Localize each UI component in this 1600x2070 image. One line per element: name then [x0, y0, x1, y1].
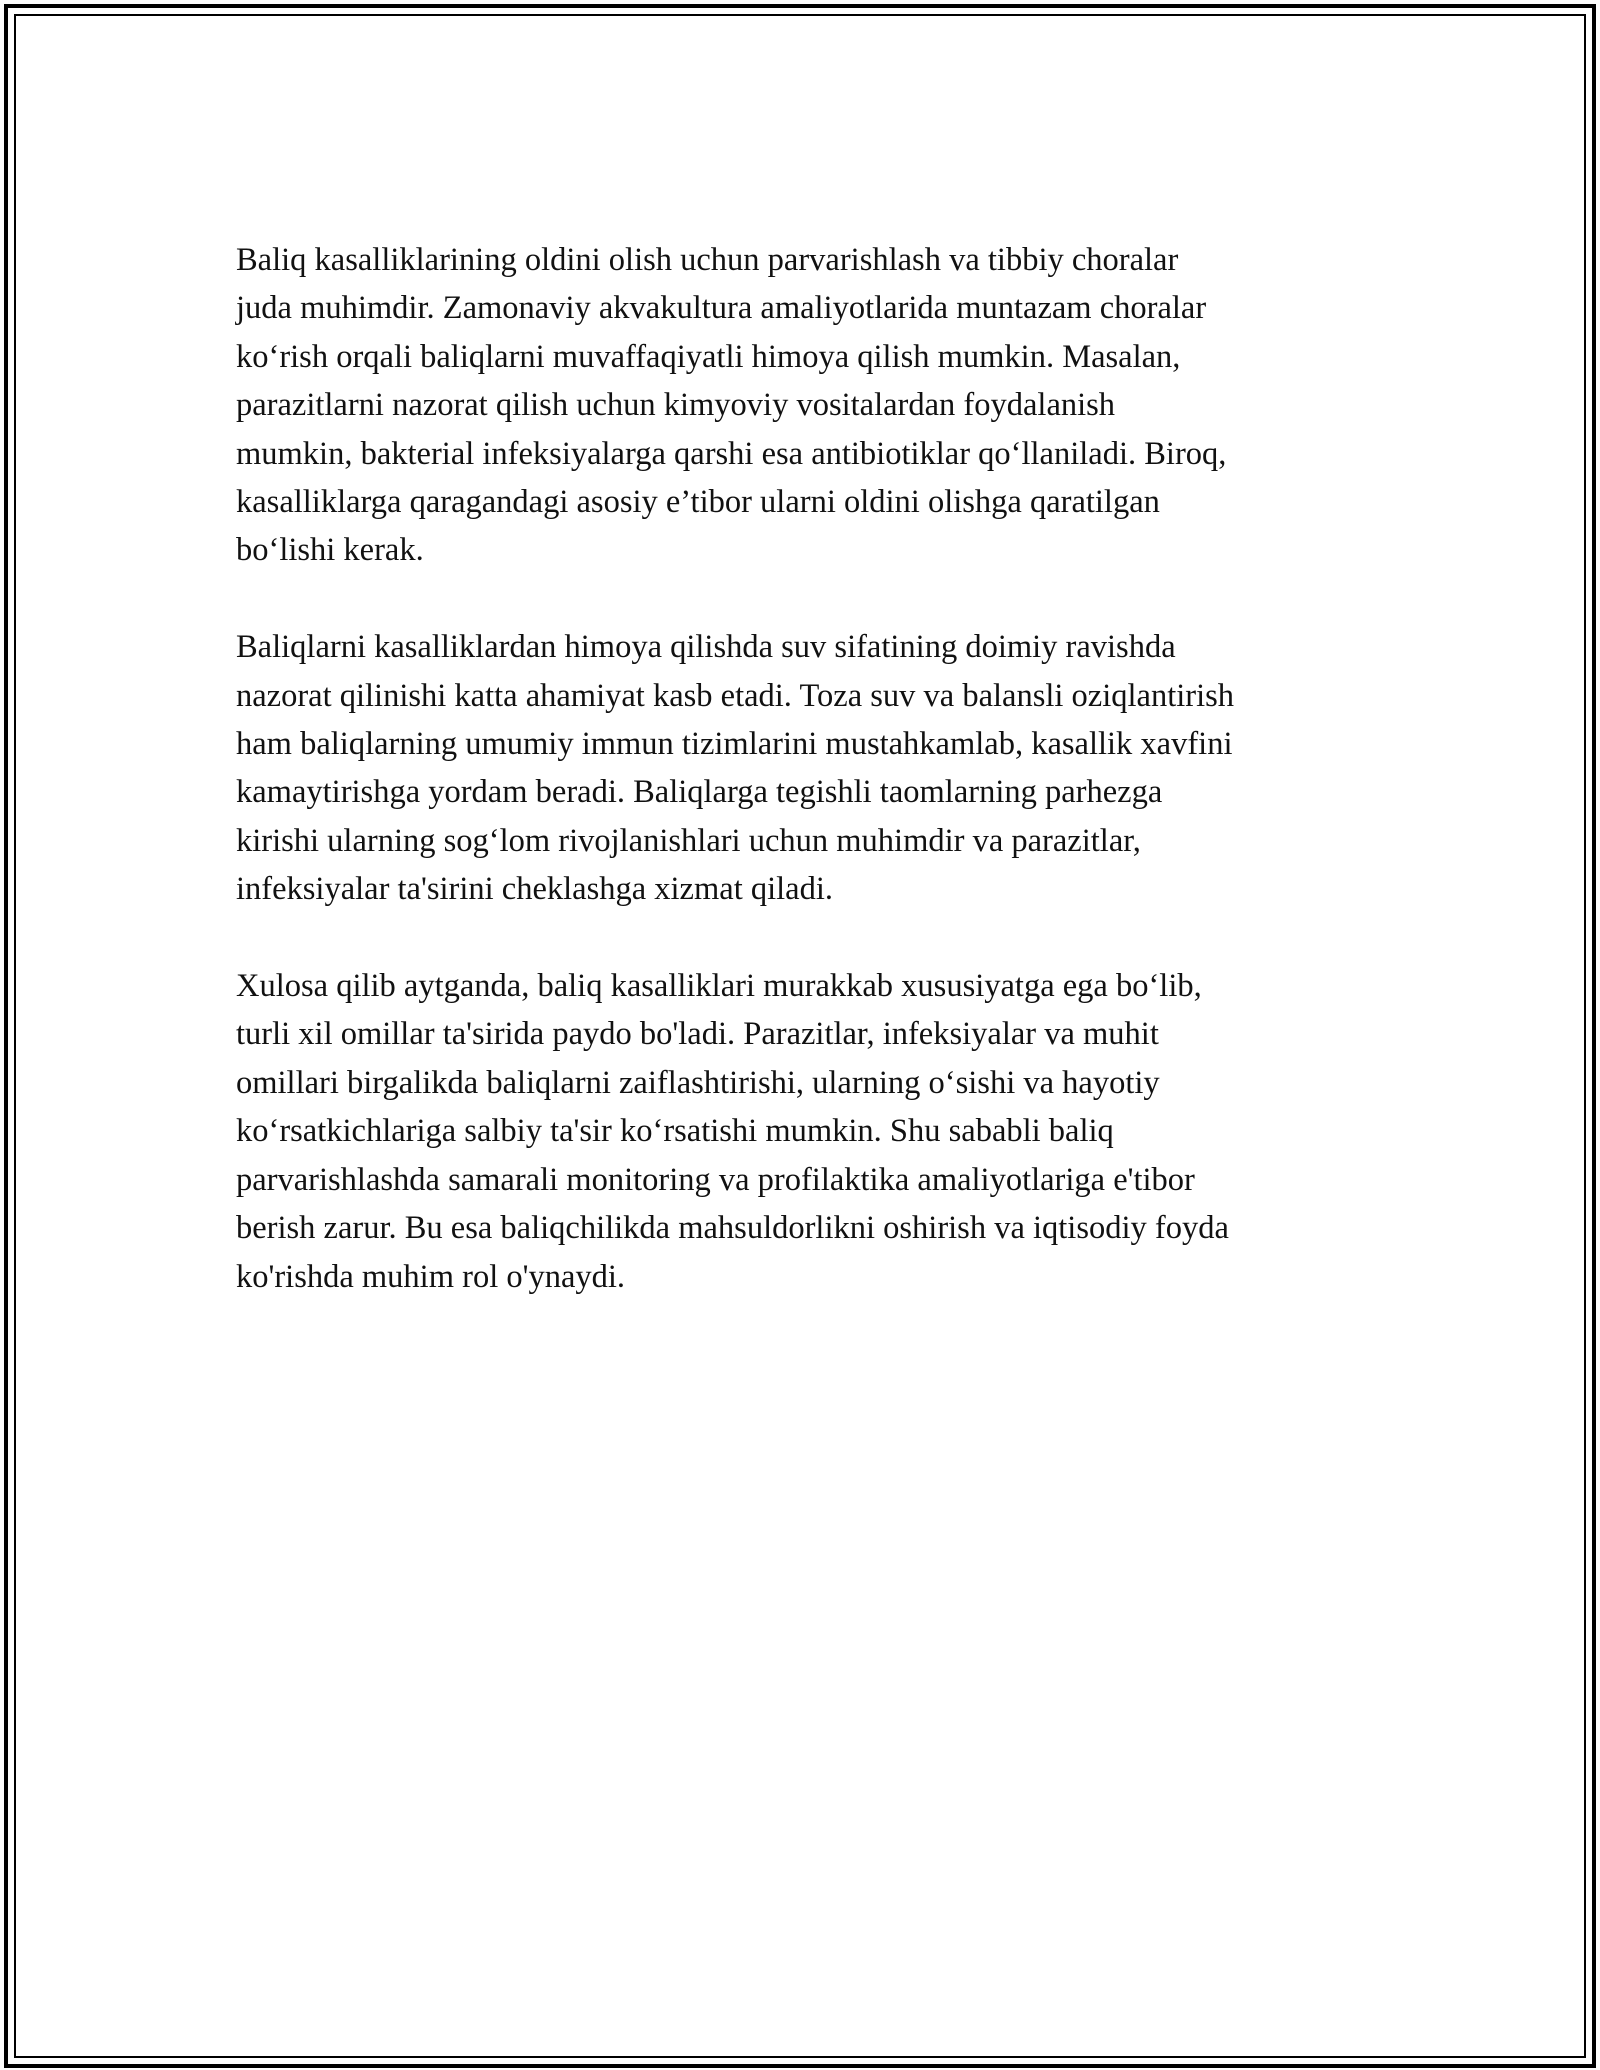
- page-content: [236, 236, 1376, 1349]
- paragraph-1: Baliq kasalliklarining oldini olish uchun parvarishlash va tibbiy choralar juda muhimdir. Zamonaviy akvakultura amaliyotlarida muntazam choralar ko‘rish orqali baliqlarni muvaffaqiyatli himoya qilish mumkin. Masalan, parazitlarni nazorat qilish uchun kimyoviy vositalardan foydalanish mumkin, bakterial infeksiyalarga qarshi esa antibiotiklar qo‘llaniladi. Biroq, kasalliklarga qaragandagi asosiy e’tibor ularni oldini olishga qaratilgan bo‘lishi kerak.: [236, 242, 1227, 569]
- paragraph-2: Baliqlarni kasalliklardan himoya qilishda suv sifatining doimiy ravishda nazorat qilinishi katta ahamiyat kasb etadi. Toza suv va balansli oziqlantirish ham baliqlarning umumiy immun tizimlarini mustahkamlab, kasallik xavfini kamaytirishga yordam beradi. Baliqlarga tegishli taomlarning parhezga kirishi ularning sog‘lom rivojlanishlari uchun muhimdir va parazitlar, infeksiyalar ta'sirini cheklashga xizmat qiladi.: [236, 629, 1235, 908]
- paragraph-3: Xulosa qilib aytganda, baliq kasalliklari murakkab xususiyatga ega bo‘lib, turli xil omillar ta'sirida paydo bo'ladi. Parazitlar, infeksiyalar va muhit omillari birgalikda baliqlarni zaiflashtirishi, ularning o‘sishi va hayotiy ko‘rsatkichlariga salbiy ta'sir ko‘rsatishi mumkin. Shu sababli baliq parvarishlashda samarali monitoring va profilaktika amaliyotlariga e'tibor berish zarur. Bu esa baliqchilikda mahsuldorlikni oshirish va iqtisodiy foyda ko'rishda muhim rol o'ynaydi.: [236, 968, 1229, 1295]
